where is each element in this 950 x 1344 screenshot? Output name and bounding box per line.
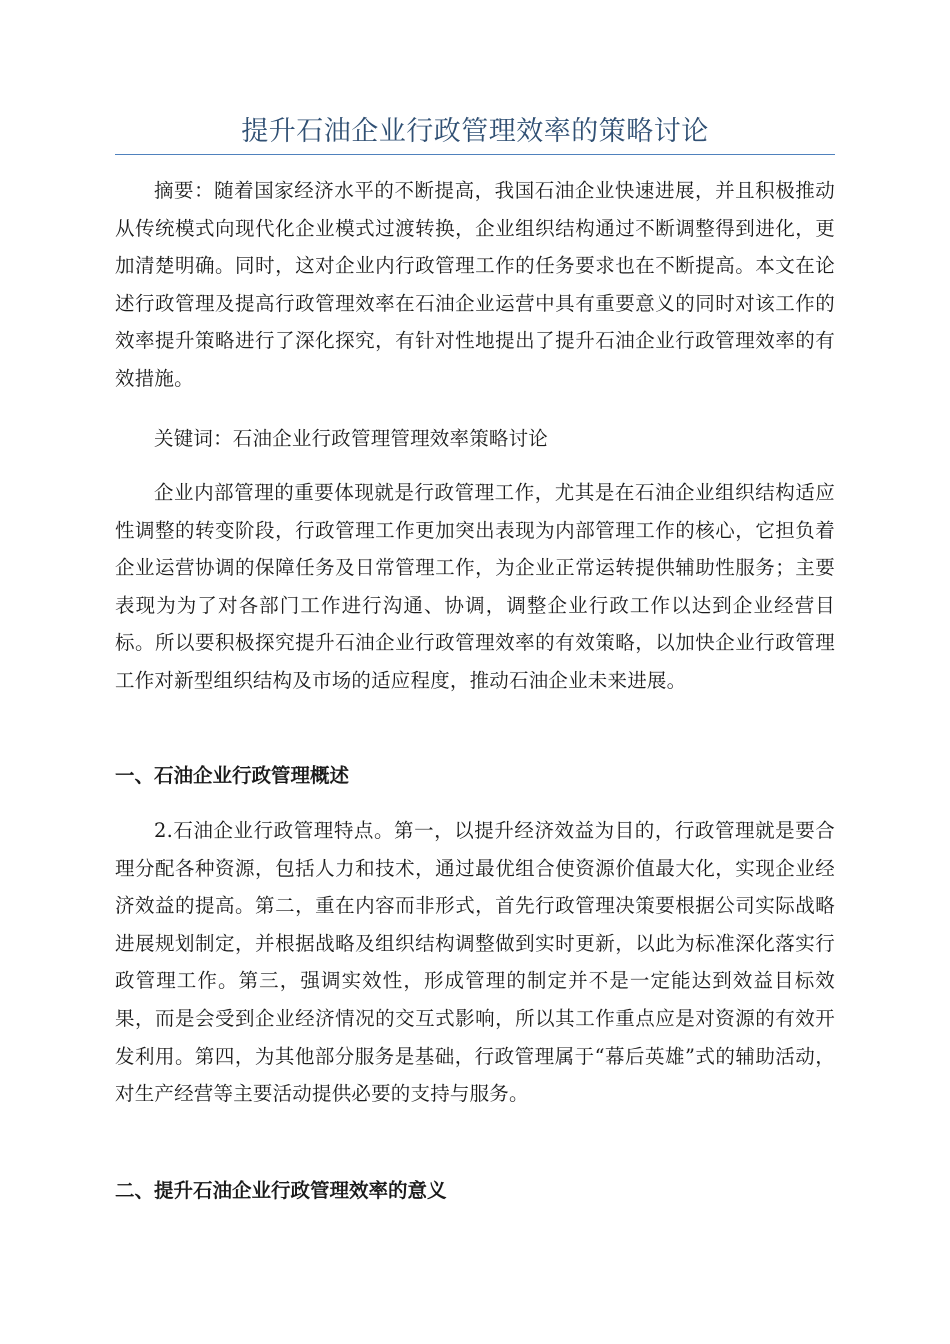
intro-block [115,474,835,700]
abstract-paragraph: 摘要：随着国家经济水平的不断提高，我国石油企业快速进展，并且积极推动从传统模式向现代化企业模式过渡转换，企业组织结构通过不断调整得到进化，更加清楚明确。同时，这对企业内行政管理工作的任务要求也在不断提高。本文在论述行政管理及提高行政管理效率在石油企业运营中具有重要意义的同时对该工作的效率提升策略进行了深化探究，有针对性地提出了提升石油企业行政管理效率的有效措施。 [115,179,835,390]
keywords-paragraph: 关键词：石油企业行政管理管理效率策略讨论 [154,427,549,450]
section1-paragraph: 2.石油企业行政管理特点。第一，以提升经济效益为目的，行政管理就是要合理分配各种资源，包括人力和技术，通过最优组合使资源价值最大化，实现企业经济效益的提高。第二，重在内容而非形式，首先行政管理决策要根据公司实际战略进展规划制定，并根据战略及组织结构调整做到实时更新，以此为标准深化落实行政管理工作。第三，强调实效性，形成管理的制定并不是一定能达到效益目标效果，而是会受到企业经济情况的交互式影响，所以其工作重点应是对资源的有效开发利用。第四，为其他部分服务是基础，行政管理属于“幕后英雄”式的辅助活动，对生产经营等主要活动提供必要的支持与服务。 [115,819,835,1106]
keywords-block [115,420,835,458]
intro-paragraph: 企业内部管理的重要体现就是行政管理工作，尤其是在石油企业组织结构适应性调整的转变阶段，行政管理工作更加突出表现为内部管理工作的核心，它担负着企业运营协调的保障任务及日常管理工作，为企业正常运转提供辅助性服务；主要表现为为了对各部门工作进行沟通、协调，调整企业行政工作以达到企业经营目标。所以要积极探究提升石油企业行政管理效率的有效策略，以加快企业行政管理工作对新型组织结构及市场的适应程度，推动石油企业未来进展。 [115,481,835,692]
document-title: 提升石油企业行政管理效率的策略讨论 [241,116,709,147]
section2-heading-block [115,1172,835,1210]
section1-heading: 一、石油企业行政管理概述 [115,764,350,787]
section1-heading-block [115,757,835,795]
section2-heading: 二、提升石油企业行政管理效率的意义 [115,1179,447,1202]
abstract-block [115,172,835,398]
section1-block [115,812,835,1113]
title-underline [115,154,835,155]
